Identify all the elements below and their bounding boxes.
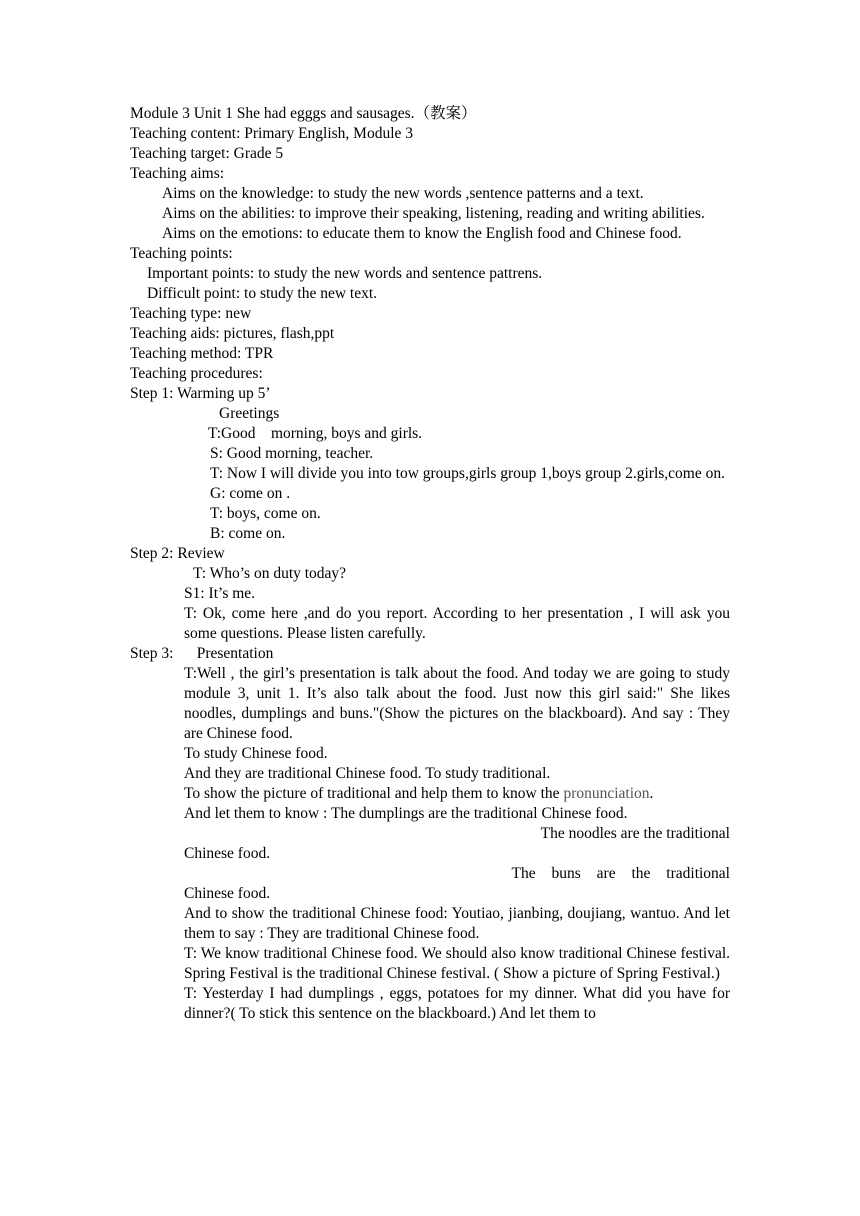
step3-paragraph: T: Yesterday I had dumplings , eggs, potatoes for my dinner. What did you have for dinner?( To stick this sentence on the blackboard.) And let them to	[184, 985, 730, 1022]
step3-paragraph: And let them to know : The dumplings are the traditional Chinese food.	[184, 805, 628, 822]
step3-paragraph: To study Chinese food.	[184, 745, 328, 762]
step3-paragraph	[130, 784, 730, 804]
important-points: Important points: to study the new words and sentence pattrens.	[147, 265, 543, 282]
step2-heading: Step 2: Review	[130, 545, 225, 562]
document-title: Module 3 Unit 1 She had egggs and sausages.（教案）	[130, 105, 477, 122]
teaching-target	[130, 144, 730, 164]
step3-paragraph: And they are traditional Chinese food. To study traditional.	[184, 765, 551, 782]
step2-line: T: Who’s on duty today?	[193, 565, 347, 582]
step1-line: B: come on.	[210, 525, 286, 542]
teaching-aids: Teaching aids: pictures, flash,ppt	[130, 325, 335, 342]
teaching-target-label: Teaching target:	[130, 145, 234, 162]
teaching-points-heading: Teaching points:	[130, 245, 233, 262]
step1-line: S: Good morning, teacher.	[210, 445, 374, 462]
step3-text: .	[649, 785, 654, 802]
step1-greetings: Greetings	[219, 405, 280, 422]
teaching-method: Teaching method: TPR	[130, 345, 274, 362]
step1-line: T:Good morning, boys and girls.	[208, 425, 423, 442]
teaching-procedures-heading: Teaching procedures:	[130, 365, 263, 382]
step1-line: T: boys, come on.	[210, 505, 321, 522]
lesson-plan-document	[130, 104, 730, 1024]
step3-text: To show the picture of traditional and help them to know the	[184, 785, 564, 802]
step3-heading: Step 3: Presentation	[130, 645, 274, 662]
step1-line: T: Now I will divide you into tow groups,girls group 1,boys group 2.girls,come on.	[210, 465, 725, 482]
teaching-type: Teaching type: new	[130, 305, 252, 322]
step3-paragraph: And to show the traditional Chinese food: Youtiao, jianbing, doujiang, wantuo. And let them to say : They are traditional Chinese food.	[184, 905, 730, 942]
step3-right-line: The buns are the traditional	[511, 865, 730, 882]
aim-abilities: Aims on the abilities: to improve their speaking, listening, reading and writing abilities.	[162, 205, 705, 222]
step3-paragraph: T:Well , the girl’s presentation is talk about the food. And today we are going to study module 3, unit 1. It’s also talk about the food. Just now this girl said:" She likes noodles, dumplings and buns."(Show the pictures on the blackboard). And say : They are Chinese food.	[184, 665, 730, 742]
aim-knowledge: Aims on the knowledge: to study the new words ,sentence patterns and a text.	[162, 185, 644, 202]
step3-continuation: Chinese food.	[184, 885, 271, 902]
step3-right-line: The noodles are the traditional	[540, 825, 730, 842]
teaching-aims-heading: Teaching aims:	[130, 165, 225, 182]
step2-line: S1: It’s me.	[184, 585, 256, 602]
step2-line: T: Ok, come here ,and do you report. According to her presentation , I will ask you some questions. Please listen carefully.	[184, 605, 730, 642]
aim-emotions: Aims on the emotions: to educate them to know the English food and Chinese food.	[162, 225, 682, 242]
step3-paragraph: T: We know traditional Chinese food. We should also know traditional Chinese festival. Spring Festival is the traditional Chinese festival. ( Show a picture of Spring Festival.)	[184, 945, 730, 982]
step3-continuation: Chinese food.	[184, 845, 271, 862]
teaching-content: Teaching content: Primary English, Module 3	[130, 125, 414, 142]
step1-heading: Step 1: Warming up 5’	[130, 385, 271, 402]
difficult-point: Difficult point: to study the new text.	[147, 285, 378, 302]
teaching-target-value: Grade 5	[233, 145, 284, 162]
step1-line: G: come on .	[210, 485, 291, 502]
step3-highlight-word: pronunciation	[563, 785, 650, 802]
